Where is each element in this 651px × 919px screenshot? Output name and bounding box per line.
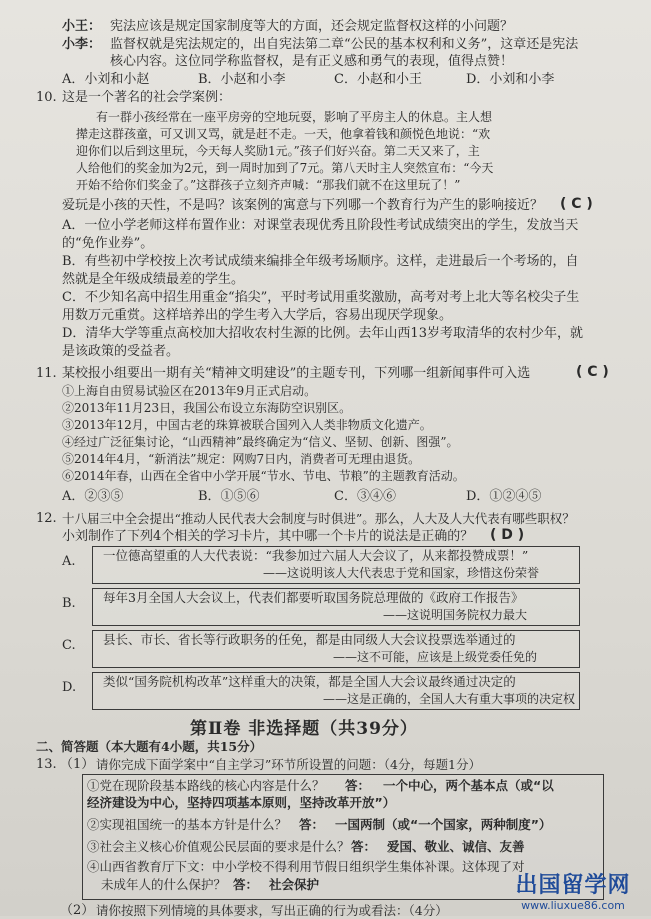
q9-li-text-1: 监督权就是宪法规定的，出自宪法第二章“公民的基本权利和义务”，这章还是宪法 [110, 37, 579, 52]
q13-row-1-question: ①党在现阶段基本路线的核心内容是什么？ [87, 778, 325, 793]
q10-option-c-2: 用数万元重赏。这样培养出的学生考入大学后，容易出现厌学现象。 [62, 308, 453, 323]
q13-number: 13. [36, 757, 57, 772]
q12-card-a [92, 546, 580, 584]
q10-story-3: 迎你们以后到这里玩，今天每人奖励1元。”孩子们好兴奋。第二天又来了，主 [76, 144, 480, 158]
q13-row-3-answer: 爱国、敬业、诚信、友善 [387, 839, 525, 854]
q13-row-1-answer-2: 经济建设为中心，坚持四项基本原则，坚持改革开放”） [87, 795, 396, 810]
q12-line-1: 十八届三中全会提出“推动人民代表大会制度与时俱进”。那么，人大及人大代表有哪些职权？ [62, 511, 575, 526]
q10-question: 爱玩是小孩的天性，不是吗？该案例的寓意与下列哪一个教育行为产生的影响接近？ [62, 198, 544, 213]
q12-card-d-label: D. [62, 680, 77, 695]
q10-story-2: 撵走这群孩童，可又训又骂，就是赶不走。一天，他拿着钱和颜悦色地说：“欢 [76, 127, 491, 141]
q11-item-5: ⑤2014年4月，“新消法”规定：网购7日内，消费者可无理由退货。 [62, 452, 421, 466]
q9-option-a: A．小刘和小赵 [62, 72, 150, 87]
q13-row-3-question: ③社会主义核心价值观公民层面的要求是什么？ [87, 839, 350, 854]
q11-number: 11. [36, 366, 57, 381]
q13-row-4-tag: 答： [233, 877, 259, 892]
q10-story-1: 有一群小孩经常在一座平房旁的空地玩耍，影响了平房主人的休息。主人想 [96, 110, 493, 124]
q10-option-a-2: 的“免作业券”。 [62, 236, 154, 251]
q10-option-b-1: B．有些初中学校按上次考试成绩来编排全年级考场顺序。这样，走进最后一个考场的，自 [62, 254, 579, 269]
q12-card-d-line-1: 类似“国务院机构改革”这样重大的决策，都是全国人大会议最终通过决定的 [103, 674, 516, 689]
q11-option-d: D．①②④⑤ [466, 489, 542, 504]
q13-sub2-text: 请你按照下列情境的具体要求，写出正确的行为或看法：（4分） [96, 903, 448, 918]
q12-card-b-line-2: ——这说明国务院权力最大 [383, 608, 528, 622]
q13-row-2-answer: 一国两制（或“一个国家，两种制度”） [335, 817, 552, 832]
q12-card-a-line-2: ——这说明该人大代表忠于党和国家，珍惜这份荣誉 [263, 566, 540, 580]
watermark-line-1: 出国留学网 [515, 873, 631, 898]
q9-option-d: D．小刘和小李 [466, 72, 555, 87]
q12-card-c [92, 630, 580, 668]
q9-option-b: B．小赵和小李 [198, 72, 286, 87]
q12-card-d-line-2: ——这是正确的，全国人大有重大事项的决定权 [323, 692, 576, 706]
q12-number: 12. [36, 511, 57, 526]
q11-item-4: ④经过广泛征集讨论，“山西精神”最终确定为“信义、坚韧、创新、图强”。 [62, 435, 459, 449]
q10-number: 10. [36, 90, 57, 105]
part-2-title: 第Ⅱ卷 非选择题（共39分） [190, 719, 418, 739]
q12-card-b-line-1: 每年3月全国人大会议上，代表们都要听取国务院总理做的《政府工作报告》 [103, 590, 524, 605]
q10-intro: 这是一个著名的社会学案例： [62, 90, 232, 105]
q10-story-5: 开始不给你们奖金了。”这群孩子立刻齐声喊：“那我们就不在这里玩了！” [76, 178, 461, 192]
q11-question: 某校报小组要出一期有关“精神文明建设”的主题专刊，下列哪一组新闻事件可入选 [62, 366, 531, 381]
q13-sub1-label: （1） [60, 757, 95, 772]
q13-row-2-question: ②实现祖国统一的基本方针是什么？ [87, 817, 288, 832]
q9-wang-label: 小王： [62, 19, 102, 34]
q12-card-b-label: B. [62, 596, 76, 611]
q13-row-4-question-2: 未成年人的什么保护？ [101, 877, 227, 892]
q13-sub1-text: 请你完成下面学案中“自主学习”环节所设置的问题：（4分，每题1分） [96, 757, 481, 772]
q13-row-1-answer-1: 一个中心，两个基本点（或“以 [383, 778, 554, 793]
q12-card-c-line-1: 县长、市长、省长等行政职务的任免，都是由同级人大会议投票选举通过的 [103, 632, 516, 647]
q12-card-b [92, 588, 580, 626]
q12-answer: ( D ) [490, 527, 525, 543]
q11-item-2: ②2013年11月23日，我国公布设立东海防空识别区。 [62, 401, 352, 415]
q13-row-3-tag: 答： [351, 839, 377, 854]
q13-row-4-question: ④山西省教育厅下文：中小学校不得利用节假日组织学生集体补课。这体现了对 [87, 859, 525, 874]
q10-option-a-1: A．一位小学老师这样布置作业：对课堂表现优秀且阶段性考试成绩突出的学生，发放当天 [62, 218, 579, 233]
q10-option-b-2: 然就是全年级成绩最差的学生。 [62, 272, 245, 287]
watermark-logo [499, 868, 647, 914]
watermark-line-2: www.liuxue86.com [521, 899, 625, 912]
q10-option-c-1: C．不少知名高中招生用重金“掐尖”，平时考试用重奖激励，高考对考上北大等名校尖子生 [62, 290, 580, 305]
q9-li-text-2: 核心内容。这位同学称监督权，是有正义感和勇气的表现，值得点赞！ [110, 54, 514, 69]
q13-row-2-tag: 答： [299, 817, 325, 832]
q11-item-3: ③2013年12月，中国古老的珠算被联合国列入人类非物质文化遗产。 [62, 418, 432, 432]
q10-answer: ( C ) [560, 196, 593, 212]
q12-card-a-label: A. [62, 554, 76, 569]
q9-wang-text: 宪法应该是规定国家制度等大的方面，还会规定监督权这样的小问题？ [110, 19, 514, 34]
q12-line-2: 小刘制作了下列4个相关的学习卡片，其中哪一个卡片的说法是正确的？ [62, 529, 474, 544]
q12-card-c-line-2: ——这不可能，应该是上级党委任免的 [333, 650, 538, 664]
q13-sub2-label: （2） [60, 903, 95, 918]
q12-card-c-label: C. [62, 638, 76, 653]
q10-story-4: 人给他们的奖金加为2元，到一周时加到了7元。第八天时主人突然宣布：“今天 [76, 161, 494, 175]
q12-card-d [92, 672, 580, 710]
q10-option-d-2: 是该政策的受益者。 [62, 344, 180, 359]
q11-item-1: ①上海自由贸易试验区在2013年9月正式启动。 [62, 384, 317, 398]
q13-row-4-answer: 社会保护 [269, 877, 320, 892]
q11-answer: ( C ) [576, 364, 609, 380]
q13-row-1-tag: 答： [345, 778, 371, 793]
q11-item-6: ⑥2014年春，山西在全省中小学开展“节水、节电、节粮”的主题教育活动。 [62, 469, 465, 483]
q10-option-d-1: D．清华大学等重点高校加大招收农村生源的比例。去年山西13岁考取清华的农村少年，就 [62, 326, 583, 341]
q11-option-c: C．③④⑥ [334, 489, 396, 504]
section-2-heading: 二、简答题（本大题有4小题，共15分） [36, 739, 263, 754]
q9-li-label: 小李： [62, 37, 102, 52]
q12-card-a-line-1: 一位德高望重的人大代表说：“我参加过六届人大会议了，从来都投赞成票！” [103, 548, 529, 563]
q9-option-c: C．小赵和小王 [334, 72, 422, 87]
q11-option-a: A．②③⑤ [62, 489, 124, 504]
q11-option-b: B．①⑤⑥ [198, 489, 260, 504]
